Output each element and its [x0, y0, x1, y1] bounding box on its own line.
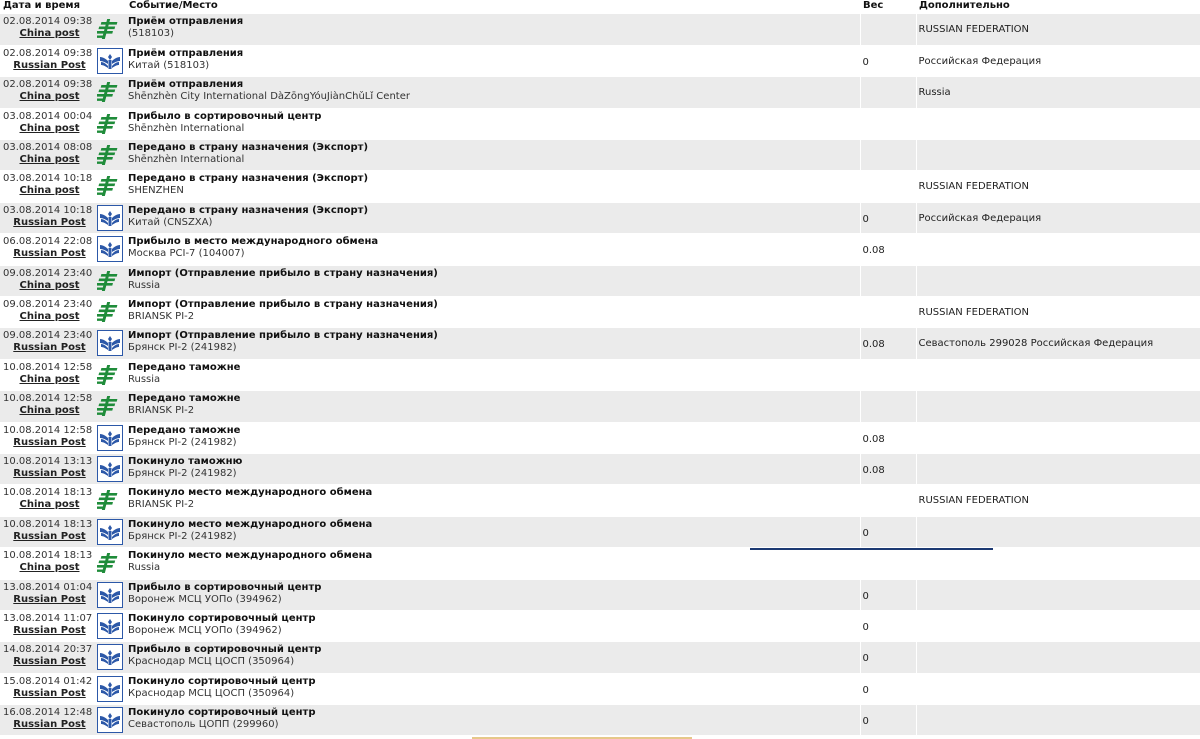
event-cell — [126, 77, 860, 108]
china-post-icon — [96, 391, 126, 422]
china-post-icon — [96, 171, 126, 202]
table-row — [0, 45, 1200, 76]
extra-cell: Российская Федерация — [916, 45, 1200, 76]
date-cell — [0, 140, 96, 171]
service-link[interactable]: Russian Post — [13, 624, 86, 636]
event-title: Приём отправления — [128, 47, 244, 59]
weight-cell — [860, 171, 916, 202]
event-cell — [126, 14, 860, 45]
table-row — [0, 265, 1200, 296]
service-link[interactable]: China post — [19, 91, 80, 103]
service-link[interactable]: Russian Post — [13, 593, 86, 605]
event-datetime: 03.08.2014 10:18 — [3, 173, 93, 185]
date-cell — [0, 579, 96, 610]
russian-post-icon — [96, 642, 126, 673]
event-title: Приём отправления — [128, 16, 244, 27]
date-cell — [0, 673, 96, 704]
event-title: Импорт (Отправление прибыло в страну назначения) — [128, 330, 438, 342]
blue-underline — [750, 548, 993, 550]
event-location: Китай (518103) — [128, 59, 210, 71]
event-cell — [126, 579, 860, 610]
event-datetime: 09.08.2014 23:40 — [3, 299, 93, 311]
date-cell — [0, 485, 96, 516]
event-title: Прибыло в сортировочный центр — [128, 110, 322, 122]
service-link[interactable]: China post — [19, 405, 80, 417]
table-row — [0, 642, 1200, 673]
service-link[interactable]: Russian Post — [13, 656, 86, 668]
extra-cell — [916, 642, 1200, 673]
date-cell — [0, 422, 96, 453]
weight-cell: 0 — [860, 705, 916, 736]
event-cell — [126, 673, 860, 704]
service-link[interactable]: China post — [19, 279, 80, 291]
event-title: Покинуло таможню — [128, 455, 243, 467]
china-post-icon — [96, 14, 126, 45]
event-cell — [126, 171, 860, 202]
event-cell — [126, 45, 860, 76]
event-title: Покинуло место международного обмена — [128, 518, 373, 530]
table-row — [0, 202, 1200, 233]
event-title: Прибыло в место международного обмена — [128, 236, 379, 248]
event-cell — [126, 265, 860, 296]
weight-cell: 0.08 — [860, 422, 916, 453]
event-location: BRIANSK PI-2 — [128, 311, 195, 323]
event-datetime: 09.08.2014 23:40 — [3, 330, 93, 342]
service-link[interactable]: Russian Post — [13, 687, 86, 699]
extra-cell — [916, 234, 1200, 265]
event-cell — [126, 548, 860, 579]
date-cell — [0, 453, 96, 484]
table-row — [0, 140, 1200, 171]
event-title: Прибыло в сортировочный центр — [128, 581, 322, 593]
extra-cell: Севастополь 299028 Российская Федерация — [916, 328, 1200, 359]
event-datetime: 02.08.2014 09:38 — [3, 79, 93, 91]
extra-cell — [916, 579, 1200, 610]
table-row — [0, 705, 1200, 736]
extra-cell — [916, 548, 1200, 579]
china-post-icon — [96, 297, 126, 328]
weight-cell — [860, 359, 916, 390]
weight-cell: 0 — [860, 516, 916, 547]
event-cell — [126, 516, 860, 547]
event-location: Брянск PI-2 (241982) — [128, 342, 237, 354]
event-datetime: 10.08.2014 13:13 — [3, 455, 93, 467]
event-datetime: 10.08.2014 18:13 — [3, 550, 93, 562]
extra-cell: RUSSIAN FEDERATION — [916, 14, 1200, 45]
event-datetime: 14.08.2014 20:37 — [3, 644, 93, 656]
event-datetime: 10.08.2014 18:13 — [3, 487, 93, 499]
weight-cell: 0 — [860, 579, 916, 610]
date-cell — [0, 391, 96, 422]
event-title: Покинуло сортировочный центр — [128, 675, 316, 687]
china-post-icon — [96, 265, 126, 296]
event-title: Передано таможне — [128, 424, 241, 436]
event-location: Краснодар МСЦ ЦОСП (350964) — [128, 656, 295, 668]
service-link[interactable]: Russian Post — [13, 342, 86, 354]
event-datetime: 16.08.2014 12:48 — [3, 707, 93, 719]
event-title: Импорт (Отправление прибыло в страну назначения) — [128, 299, 438, 311]
event-title: Передано таможне — [128, 361, 241, 373]
event-location: Russia — [128, 279, 161, 291]
event-cell — [126, 642, 860, 673]
extra-cell — [916, 140, 1200, 171]
table-row — [0, 77, 1200, 108]
weight-cell: 0 — [860, 45, 916, 76]
russian-post-icon — [96, 422, 126, 453]
weight-cell: 0 — [860, 642, 916, 673]
event-title: Покинуло сортировочный центр — [128, 707, 316, 719]
event-cell — [126, 359, 860, 390]
russian-post-icon — [96, 202, 126, 233]
weight-cell: 0.08 — [860, 453, 916, 484]
service-link[interactable]: China post — [19, 154, 80, 166]
date-cell — [0, 77, 96, 108]
weight-cell — [860, 77, 916, 108]
extra-cell — [916, 453, 1200, 484]
event-location: Воронеж МСЦ УОПо (394962) — [128, 593, 282, 605]
service-link[interactable]: Russian Post — [13, 467, 86, 479]
service-link[interactable]: Russian Post — [13, 216, 86, 228]
date-cell — [0, 328, 96, 359]
event-cell — [126, 108, 860, 139]
event-datetime: 10.08.2014 12:58 — [3, 393, 93, 405]
date-cell — [0, 14, 96, 45]
event-datetime: 15.08.2014 01:42 — [3, 675, 93, 687]
event-datetime: 02.08.2014 09:38 — [3, 16, 93, 27]
extra-cell — [916, 705, 1200, 736]
event-datetime: 03.08.2014 10:18 — [3, 204, 93, 216]
event-datetime: 10.08.2014 12:58 — [3, 361, 93, 373]
extra-cell: Российская Федерация — [916, 202, 1200, 233]
table-row — [0, 14, 1200, 45]
china-post-icon — [96, 359, 126, 390]
service-link[interactable]: China post — [19, 373, 80, 385]
russian-post-icon — [96, 673, 126, 704]
date-cell — [0, 234, 96, 265]
event-title: Передано в страну назначения (Экспорт) — [128, 173, 369, 185]
service-link[interactable]: China post — [19, 562, 80, 574]
extra-cell — [916, 391, 1200, 422]
event-location: SHENZHEN — [128, 185, 184, 197]
extra-cell — [916, 610, 1200, 641]
weight-cell: 0 — [860, 202, 916, 233]
table-row — [0, 579, 1200, 610]
extra-cell — [916, 108, 1200, 139]
event-title: Прибыло в сортировочный центр — [128, 644, 322, 656]
extra-cell — [916, 673, 1200, 704]
table-row — [0, 234, 1200, 265]
event-datetime: 03.08.2014 00:04 — [3, 110, 93, 122]
service-link[interactable]: Russian Post — [13, 436, 86, 448]
event-cell — [126, 202, 860, 233]
service-link[interactable]: Russian Post — [13, 59, 86, 71]
russian-post-icon — [96, 234, 126, 265]
service-link[interactable]: China post — [19, 185, 80, 197]
date-cell — [0, 265, 96, 296]
event-cell — [126, 391, 860, 422]
weight-cell — [860, 108, 916, 139]
event-location: Russia — [128, 562, 161, 574]
event-location: Севастополь ЦОПП (299960) — [128, 719, 279, 731]
event-datetime: 10.08.2014 12:58 — [3, 424, 93, 436]
weight-cell — [860, 265, 916, 296]
date-cell — [0, 610, 96, 641]
extra-cell — [916, 516, 1200, 547]
event-location: Воронеж МСЦ УОПо (394962) — [128, 624, 282, 636]
extra-cell — [916, 359, 1200, 390]
service-link[interactable]: China post — [19, 122, 80, 134]
event-title: Покинуло сортировочный центр — [128, 612, 316, 624]
weight-cell: 0 — [860, 673, 916, 704]
event-cell — [126, 610, 860, 641]
event-datetime: 02.08.2014 09:38 — [3, 47, 93, 59]
date-cell — [0, 297, 96, 328]
date-cell — [0, 171, 96, 202]
china-post-icon — [96, 77, 126, 108]
date-cell — [0, 516, 96, 547]
table-row — [0, 108, 1200, 139]
russian-post-icon — [96, 45, 126, 76]
table-row — [0, 171, 1200, 202]
russian-post-icon — [96, 705, 126, 736]
event-cell — [126, 705, 860, 736]
event-cell — [126, 140, 860, 171]
table-row — [0, 516, 1200, 547]
table-row — [0, 610, 1200, 641]
extra-cell — [916, 422, 1200, 453]
service-link[interactable]: Russian Post — [13, 719, 86, 731]
table-row — [0, 673, 1200, 704]
event-cell — [126, 234, 860, 265]
date-cell — [0, 705, 96, 736]
event-location: BRIANSK PI-2 — [128, 499, 195, 511]
service-link[interactable]: Russian Post — [13, 530, 86, 542]
date-cell — [0, 108, 96, 139]
date-cell — [0, 548, 96, 579]
russian-post-icon — [96, 328, 126, 359]
event-location: Shēnzhèn City International DàZōngYóuJiànChǔLǐ Center — [128, 91, 410, 103]
extra-cell — [916, 265, 1200, 296]
event-location: Краснодар МСЦ ЦОСП (350964) — [128, 687, 295, 699]
event-datetime: 03.08.2014 08:08 — [3, 142, 93, 154]
event-title: Покинуло место международного обмена — [128, 487, 373, 499]
table-row — [0, 297, 1200, 328]
event-title: Передано таможне — [128, 393, 241, 405]
event-location: Russia — [128, 373, 161, 385]
event-title: Покинуло место международного обмена — [128, 550, 373, 562]
header-extra: Дополнительно — [916, 0, 1200, 14]
header-icon — [96, 0, 126, 14]
header-weight: Вес — [860, 0, 916, 14]
table-row — [0, 548, 1200, 579]
extra-cell: RUSSIAN FEDERATION — [916, 171, 1200, 202]
weight-cell: 0 — [860, 610, 916, 641]
extra-cell: RUSSIAN FEDERATION — [916, 485, 1200, 516]
date-cell — [0, 45, 96, 76]
event-location: Китай (CNSZXA) — [128, 216, 213, 228]
event-cell — [126, 422, 860, 453]
table-row — [0, 485, 1200, 516]
china-post-icon — [96, 548, 126, 579]
weight-cell — [860, 391, 916, 422]
table-row — [0, 391, 1200, 422]
weight-cell — [860, 548, 916, 579]
weight-cell — [860, 297, 916, 328]
service-link[interactable]: China post — [19, 28, 80, 39]
event-title: Передано в страну назначения (Экспорт) — [128, 204, 369, 216]
event-title: Приём отправления — [128, 79, 244, 91]
header-event: Событие/Место — [126, 0, 860, 14]
table-row — [0, 453, 1200, 484]
weight-cell: 0.08 — [860, 328, 916, 359]
russian-post-icon — [96, 579, 126, 610]
event-location: Shēnzhèn International — [128, 154, 245, 166]
extra-cell: Russia — [916, 77, 1200, 108]
event-location: Брянск PI-2 (241982) — [128, 467, 237, 479]
event-location: Москва PCI-7 (104007) — [128, 248, 245, 260]
service-link[interactable]: China post — [19, 311, 80, 323]
event-datetime: 13.08.2014 11:07 — [3, 612, 93, 624]
china-post-icon — [96, 140, 126, 171]
china-post-icon — [96, 485, 126, 516]
russian-post-icon — [96, 610, 126, 641]
weight-cell — [860, 140, 916, 171]
table-row — [0, 359, 1200, 390]
table-row — [0, 328, 1200, 359]
date-cell — [0, 202, 96, 233]
service-link[interactable]: China post — [19, 499, 80, 511]
event-location: Shēnzhèn International — [128, 122, 245, 134]
event-title: Импорт (Отправление прибыло в страну назначения) — [128, 267, 438, 279]
event-cell — [126, 453, 860, 484]
event-datetime: 09.08.2014 23:40 — [3, 267, 93, 279]
event-location: (518103) — [128, 28, 174, 39]
table-header-row — [0, 0, 1200, 14]
event-datetime: 10.08.2014 18:13 — [3, 518, 93, 530]
event-cell — [126, 328, 860, 359]
header-date: Дата и время — [0, 0, 96, 14]
event-cell — [126, 485, 860, 516]
china-post-icon — [96, 108, 126, 139]
service-link[interactable]: Russian Post — [13, 248, 86, 260]
table-row — [0, 422, 1200, 453]
event-cell — [126, 297, 860, 328]
event-location: Брянск PI-2 (241982) — [128, 436, 237, 448]
event-location: BRIANSK PI-2 — [128, 405, 195, 417]
russian-post-icon — [96, 516, 126, 547]
event-location: Брянск PI-2 (241982) — [128, 530, 237, 542]
date-cell — [0, 642, 96, 673]
event-datetime: 13.08.2014 01:04 — [3, 581, 93, 593]
event-datetime: 06.08.2014 22:08 — [3, 236, 93, 248]
extra-cell: RUSSIAN FEDERATION — [916, 297, 1200, 328]
date-cell — [0, 359, 96, 390]
event-title: Передано в страну назначения (Экспорт) — [128, 142, 369, 154]
weight-cell: 0.08 — [860, 234, 916, 265]
russian-post-icon — [96, 453, 126, 484]
weight-cell — [860, 485, 916, 516]
weight-cell — [860, 14, 916, 45]
